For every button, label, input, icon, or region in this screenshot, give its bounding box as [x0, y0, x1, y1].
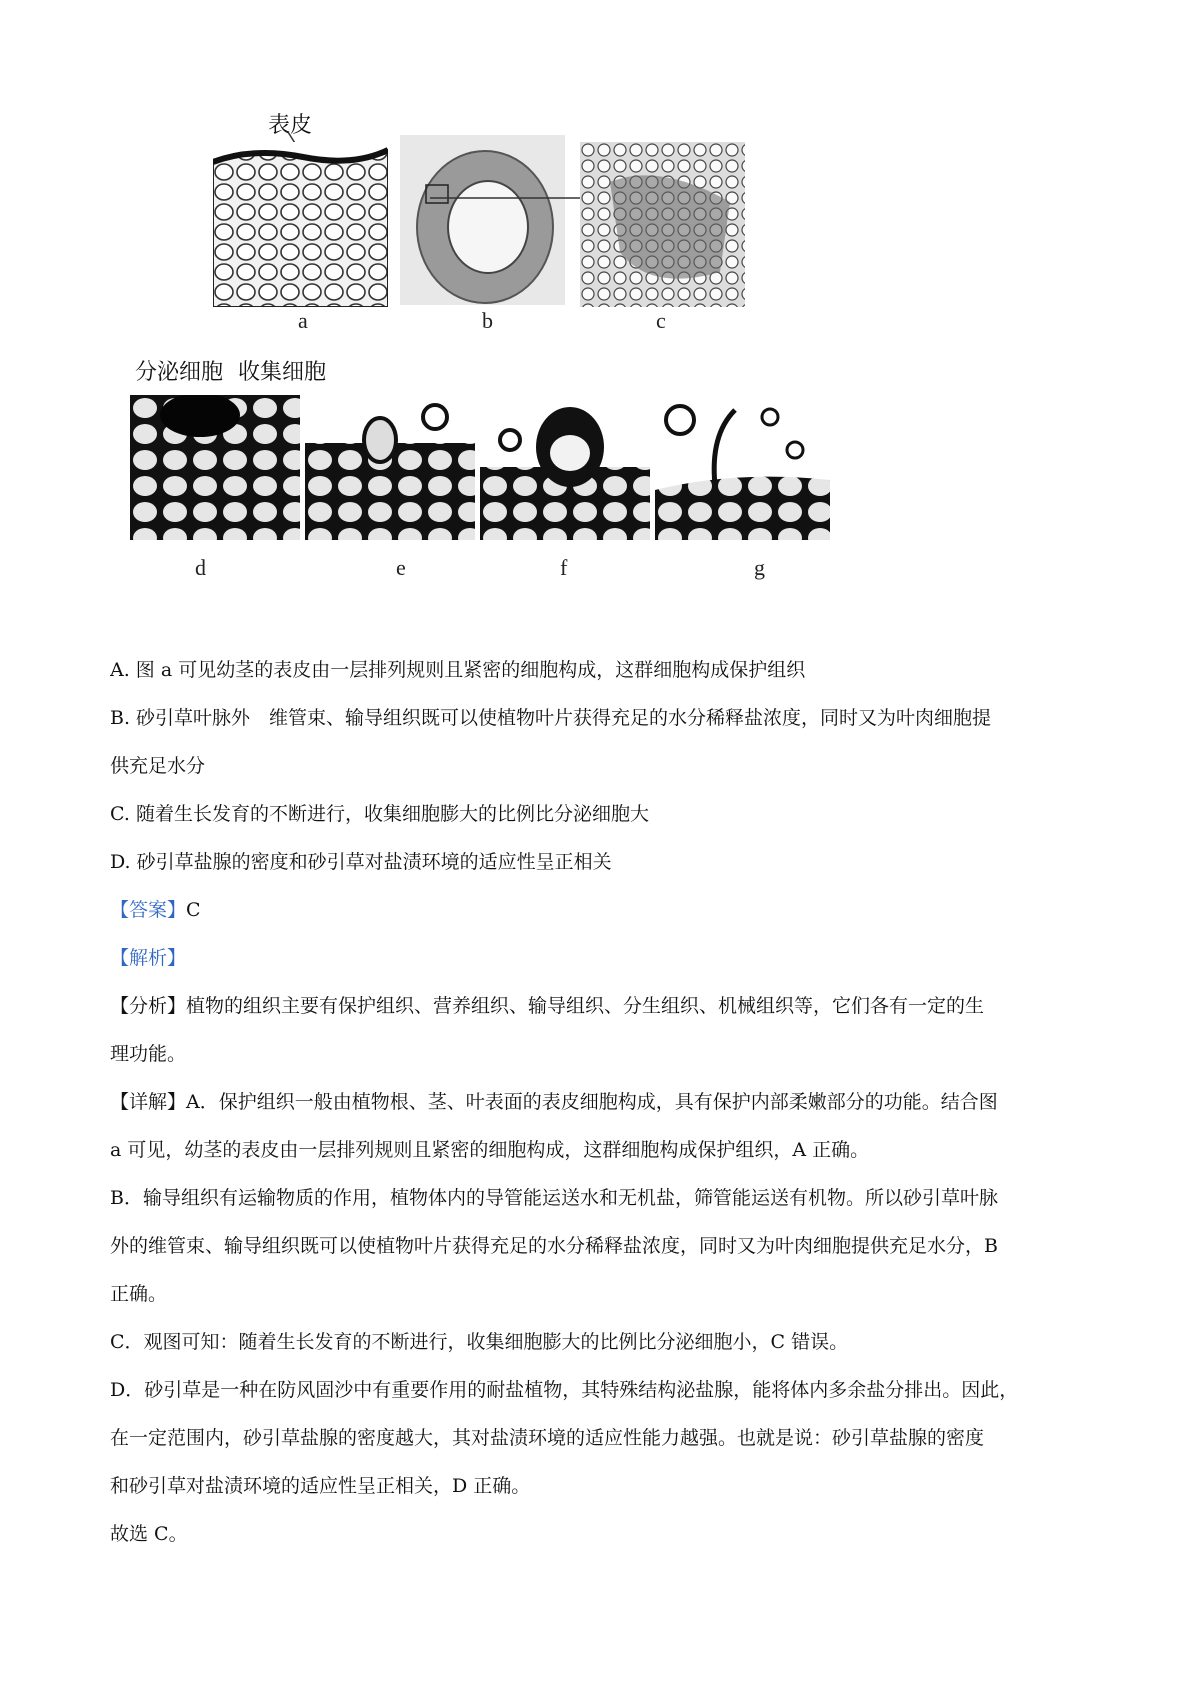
micrograph-a	[213, 142, 388, 307]
option-c: C. 随着生长发育的不断进行，收集细胞膨大的比例比分泌细胞大	[110, 803, 649, 825]
figure-label-d: d	[195, 555, 206, 580]
micrograph-e	[305, 395, 475, 540]
answer-value: C	[186, 899, 201, 921]
zoom-arrow	[430, 188, 590, 208]
epidermis-annotation: 表皮	[268, 113, 313, 138]
detail-line-8: 在一定范围内，砂引草盐腺的密度越大，其对盐渍环境的适应性能力越强。也就是说：砂引草盐腺的密度	[110, 1427, 985, 1449]
fenxi-line-1: 【分析】植物的组织主要有保护组织、营养组织、输导组织、分生组织、机械组织等，它们各有一定的生	[110, 995, 985, 1017]
micrograph-d	[130, 395, 300, 540]
question-body	[110, 646, 1100, 1558]
detail-line-2: a 可见，幼茎的表皮由一层排列规则且紧密的细胞构成，这群细胞构成保护组织，A 正确。	[110, 1139, 870, 1161]
detail-line-6: C．观图可知：随着生长发育的不断进行，收集细胞膨大的比例比分泌细胞小，C 错误。	[110, 1331, 849, 1353]
figure-label-f: f	[560, 555, 568, 580]
micrograph-g	[655, 395, 830, 540]
detail-line-7: D．砂引草是一种在防风固沙中有重要作用的耐盐植物，其特殊结构泌盐腺，能将体内多余盐分排出。因此，	[110, 1379, 1019, 1401]
figure-label-g: g	[754, 555, 765, 580]
micrograph-c	[580, 142, 745, 307]
option-d: D. 砂引草盐腺的密度和砂引草对盐渍环境的适应性呈正相关	[110, 851, 612, 873]
answer-tag: 【答案】	[110, 899, 187, 921]
detail-line-1: 【详解】A．保护组织一般由植物根、茎、叶表面的表皮细胞构成，具有保护内部柔嫩部分的功能。结合图	[110, 1091, 998, 1113]
micrograph-b	[400, 135, 565, 305]
detail-line-9: 和砂引草对盐渍环境的适应性呈正相关，D 正确。	[110, 1475, 531, 1497]
detail-line-5: 正确。	[110, 1283, 168, 1305]
figure-label-c: c	[656, 308, 666, 333]
fenxi-line-2: 理功能。	[110, 1043, 187, 1065]
collecting-cell-annotation: 收集细胞	[238, 360, 327, 385]
option-b-continued: 供充足水分	[110, 755, 206, 777]
secretory-cell-annotation: 分泌细胞	[135, 360, 224, 385]
figure-label-e: e	[396, 555, 406, 580]
option-b: B. 砂引草叶脉外 维管束、输导组织既可以使植物叶片获得充足的水分稀释盐浓度，同时又为叶肉细胞提	[110, 707, 992, 729]
detail-line-3: B．输导组织有运输物质的作用，植物体内的导管能运送水和无机盐，筛管能运送有机物。所以砂引草叶脉	[110, 1187, 998, 1209]
figure-label-b: b	[482, 308, 493, 333]
option-a: A. 图 a 可见幼茎的表皮由一层排列规则且紧密的细胞构成，这群细胞构成保护组织	[110, 659, 806, 681]
detail-line-10: 故选 C。	[110, 1523, 188, 1545]
micrograph-f	[480, 395, 650, 540]
detail-line-4: 外的维管束、输导组织既可以使植物叶片获得充足的水分稀释盐浓度，同时又为叶肉细胞提供充足水分，B	[110, 1235, 998, 1257]
analysis-tag: 【解析】	[110, 947, 187, 969]
answer-line	[110, 886, 1100, 934]
figure-label-a: a	[298, 308, 308, 333]
